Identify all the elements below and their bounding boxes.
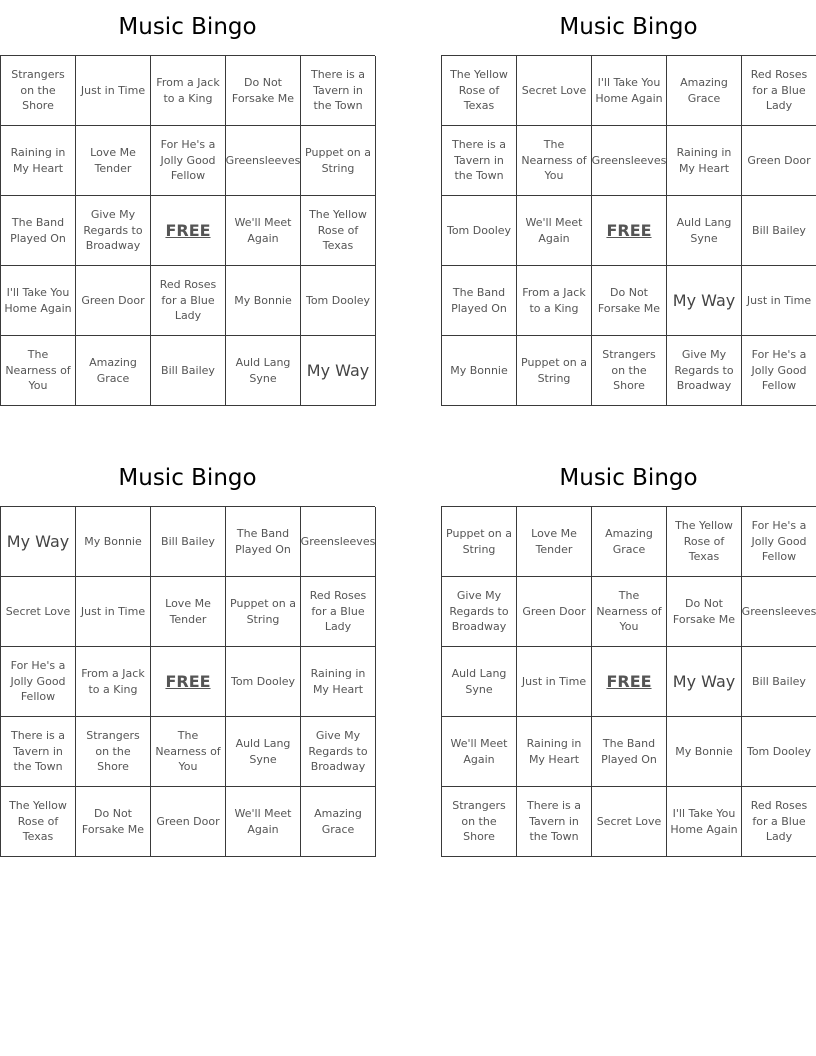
free-space — [151, 647, 226, 717]
free-space — [151, 196, 226, 266]
bingo-cell: The Yellow Rose of Texas — [442, 56, 517, 126]
bingo-cell: For He's a Jolly Good Fellow — [742, 336, 816, 406]
bingo-cell: Green Door — [76, 266, 151, 336]
bingo-cell: We'll Meet Again — [442, 717, 517, 787]
bingo-cell: Greensleeves — [742, 577, 816, 647]
bingo-cell: Give My Regards to Broadway — [76, 196, 151, 266]
bingo-cell: Bill Bailey — [742, 647, 816, 717]
bingo-cell: Love Me Tender — [76, 126, 151, 196]
bingo-cell: Puppet on a String — [442, 507, 517, 577]
bingo-cell: Strangers on the Shore — [76, 717, 151, 787]
bingo-cell: We'll Meet Again — [226, 787, 301, 857]
bingo-card-4 — [441, 451, 816, 857]
bingo-cell: Bill Bailey — [151, 336, 226, 406]
free-label: FREE — [606, 671, 652, 691]
bingo-cell: Red Roses for a Blue Lady — [151, 266, 226, 336]
bingo-cell: Green Door — [742, 126, 816, 196]
bingo-cell: Puppet on a String — [301, 126, 376, 196]
bingo-cell: Red Roses for a Blue Lady — [742, 787, 816, 857]
card-title: Music Bingo — [559, 14, 698, 40]
bingo-cell: Tom Dooley — [301, 266, 376, 336]
bingo-cell: From a Jack to a King — [151, 56, 226, 126]
bingo-cell: Greensleeves — [301, 507, 376, 577]
bingo-cell: My Bonnie — [442, 336, 517, 406]
bingo-cell: Amazing Grace — [76, 336, 151, 406]
bingo-cell: From a Jack to a King — [76, 647, 151, 717]
bingo-cell: For He's a Jolly Good Fellow — [742, 507, 816, 577]
bingo-cell: Tom Dooley — [226, 647, 301, 717]
card-title: Music Bingo — [118, 14, 257, 40]
bingo-cell: Auld Lang Syne — [226, 717, 301, 787]
bingo-cell: Do Not Forsake Me — [76, 787, 151, 857]
bingo-cell: The Nearness of You — [517, 126, 592, 196]
bingo-cell: Greensleeves — [592, 126, 667, 196]
bingo-cell: For He's a Jolly Good Fellow — [151, 126, 226, 196]
bingo-cell: The Nearness of You — [151, 717, 226, 787]
bingo-cell: Do Not Forsake Me — [226, 56, 301, 126]
bingo-cell: My Bonnie — [226, 266, 301, 336]
bingo-cell: My Way — [1, 507, 76, 577]
bingo-cell: Amazing Grace — [667, 56, 742, 126]
bingo-cell: Love Me Tender — [517, 507, 592, 577]
bingo-cell: Bill Bailey — [742, 196, 816, 266]
bingo-cell: Red Roses for a Blue Lady — [742, 56, 816, 126]
bingo-cell: Strangers on the Shore — [1, 56, 76, 126]
bingo-cell: Just in Time — [76, 56, 151, 126]
bingo-grid — [441, 55, 816, 406]
bingo-cell: Raining in My Heart — [1, 126, 76, 196]
bingo-cell: There is a Tavern in the Town — [1, 717, 76, 787]
card-title: Music Bingo — [118, 465, 257, 491]
free-space — [592, 647, 667, 717]
bingo-cell: Give My Regards to Broadway — [667, 336, 742, 406]
bingo-cell: The Yellow Rose of Texas — [301, 196, 376, 266]
bingo-cell: Just in Time — [742, 266, 816, 336]
bingo-cell: Puppet on a String — [517, 336, 592, 406]
bingo-cell: Do Not Forsake Me — [667, 577, 742, 647]
bingo-cell: The Band Played On — [592, 717, 667, 787]
bingo-cell: Green Door — [151, 787, 226, 857]
free-label: FREE — [165, 671, 211, 691]
bingo-card-3 — [0, 451, 375, 857]
bingo-cell: Give My Regards to Broadway — [442, 577, 517, 647]
bingo-cell: Love Me Tender — [151, 577, 226, 647]
bingo-cell: From a Jack to a King — [517, 266, 592, 336]
bingo-cell: I'll Take You Home Again — [667, 787, 742, 857]
free-space — [592, 196, 667, 266]
bingo-cell: Secret Love — [592, 787, 667, 857]
bingo-cell: Puppet on a String — [226, 577, 301, 647]
bingo-cell: The Yellow Rose of Texas — [1, 787, 76, 857]
free-label: FREE — [606, 220, 652, 240]
bingo-cell: Amazing Grace — [301, 787, 376, 857]
bingo-cell: Raining in My Heart — [517, 717, 592, 787]
bingo-cell: I'll Take You Home Again — [592, 56, 667, 126]
bingo-grid — [441, 506, 816, 857]
bingo-cell: The Band Played On — [1, 196, 76, 266]
bingo-cell: Auld Lang Syne — [226, 336, 301, 406]
bingo-cell: I'll Take You Home Again — [1, 266, 76, 336]
bingo-cell: Secret Love — [517, 56, 592, 126]
bingo-cell: Raining in My Heart — [667, 126, 742, 196]
bingo-cell: Red Roses for a Blue Lady — [301, 577, 376, 647]
bingo-cell: We'll Meet Again — [226, 196, 301, 266]
bingo-cell: Give My Regards to Broadway — [301, 717, 376, 787]
bingo-cell: There is a Tavern in the Town — [442, 126, 517, 196]
bingo-cell: Strangers on the Shore — [592, 336, 667, 406]
bingo-cell: For He's a Jolly Good Fellow — [1, 647, 76, 717]
bingo-cell: Just in Time — [517, 647, 592, 717]
bingo-cell: Auld Lang Syne — [667, 196, 742, 266]
bingo-cell: Strangers on the Shore — [442, 787, 517, 857]
bingo-cell: Greensleeves — [226, 126, 301, 196]
bingo-cell: We'll Meet Again — [517, 196, 592, 266]
bingo-cell: My Way — [301, 336, 376, 406]
bingo-cell: My Bonnie — [667, 717, 742, 787]
bingo-card-1 — [0, 0, 375, 406]
bingo-cell: My Way — [667, 266, 742, 336]
bingo-cell: Just in Time — [76, 577, 151, 647]
bingo-cell: Tom Dooley — [742, 717, 816, 787]
bingo-cell: The Nearness of You — [1, 336, 76, 406]
bingo-grid — [0, 506, 375, 857]
bingo-grid — [0, 55, 375, 406]
bingo-cell: My Way — [667, 647, 742, 717]
bingo-cell: Green Door — [517, 577, 592, 647]
bingo-cell: Auld Lang Syne — [442, 647, 517, 717]
bingo-card-2 — [441, 0, 816, 406]
bingo-cell: There is a Tavern in the Town — [517, 787, 592, 857]
bingo-cell: The Yellow Rose of Texas — [667, 507, 742, 577]
bingo-cell: The Band Played On — [226, 507, 301, 577]
bingo-cell: There is a Tavern in the Town — [301, 56, 376, 126]
bingo-cell: Secret Love — [1, 577, 76, 647]
bingo-cell: The Nearness of You — [592, 577, 667, 647]
card-title: Music Bingo — [559, 465, 698, 491]
bingo-cell: Tom Dooley — [442, 196, 517, 266]
bingo-cell: Do Not Forsake Me — [592, 266, 667, 336]
bingo-cell: Bill Bailey — [151, 507, 226, 577]
bingo-cell: Raining in My Heart — [301, 647, 376, 717]
bingo-cell: Amazing Grace — [592, 507, 667, 577]
free-label: FREE — [165, 220, 211, 240]
bingo-cell: The Band Played On — [442, 266, 517, 336]
bingo-cell: My Bonnie — [76, 507, 151, 577]
